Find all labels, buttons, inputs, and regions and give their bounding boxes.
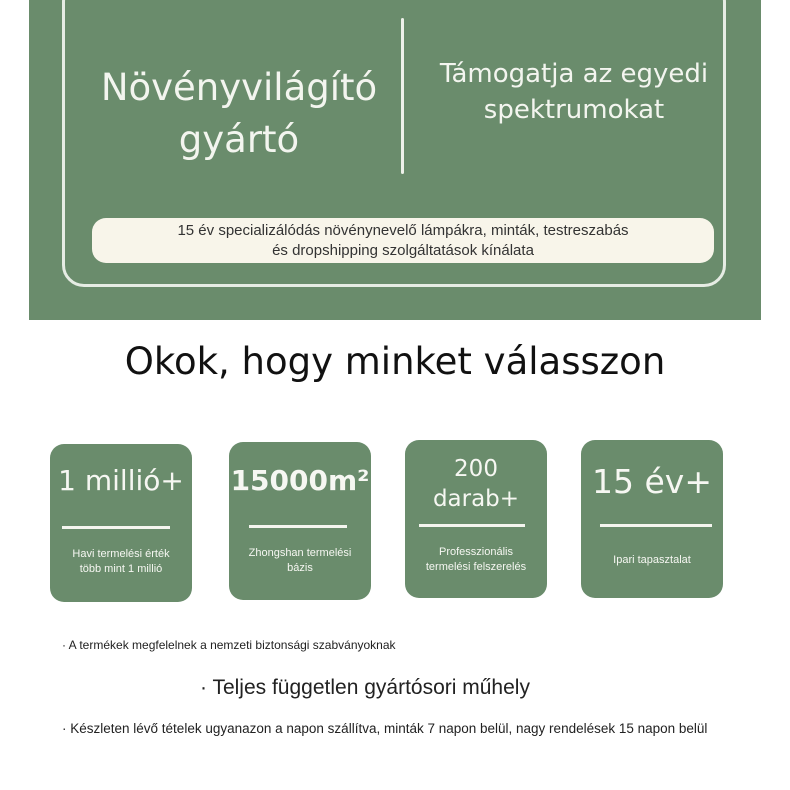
stat-desc-line1: Zhongshan termelési <box>248 547 352 559</box>
stat-description <box>54 547 188 577</box>
stat-description <box>233 546 367 576</box>
banner-title-right <box>414 56 734 128</box>
stat-divider <box>62 526 170 529</box>
stat-desc-line2: bázis <box>287 562 313 574</box>
stat-value <box>405 454 547 514</box>
section-heading: Okok, hogy minket válasszon <box>124 340 666 383</box>
stat-description <box>409 545 543 575</box>
stat-card-experience <box>581 440 723 598</box>
stat-desc-line1: Professzionális <box>439 546 513 558</box>
stat-card-production-base <box>229 442 371 600</box>
stat-value: 15 év+ <box>592 462 712 501</box>
stat-desc-line2: több mint 1 millió <box>79 563 163 575</box>
stat-desc-line1: Havi termelési érték <box>72 548 170 560</box>
stat-divider <box>419 524 525 527</box>
pill-line2: és dropshipping szolgáltatások kínálata <box>272 241 534 259</box>
pill-line1: 15 év specializálódás növénynevelő lámpákra, minták, testreszabás <box>177 221 629 239</box>
stat-card-equipment <box>405 440 547 598</box>
banner-title-right-line1: Támogatja az egyedi <box>439 59 709 89</box>
stat-desc-line2: termelési felszerelés <box>425 561 527 573</box>
stat-value: 15000m² <box>230 464 370 497</box>
stat-divider <box>249 525 347 528</box>
stat-value-line1: 200 <box>454 456 498 482</box>
stat-card-monthly-output <box>50 444 192 602</box>
hero-banner <box>29 0 761 320</box>
stat-description <box>585 553 719 568</box>
vertical-divider <box>401 18 404 174</box>
banner-title-left <box>89 62 389 166</box>
banner-title-right-line2: spektrumokat <box>483 95 665 125</box>
stat-desc-line1: Ipari tapasztalat <box>613 554 691 566</box>
feature-bullet-safety-standards: · A termékek megfelelnek a nemzeti biztonsági szabványoknak <box>62 638 396 652</box>
feature-bullet-shipping-times: · Készleten lévő tételek ugyanazon a napon szállítva, minták 7 napon belül, nagy rendelések 15 napon belül <box>62 721 708 736</box>
stat-value: 1 millió+ <box>58 464 184 497</box>
feature-bullet-independent-workshop: · Teljes független gyártósori műhely <box>200 676 530 699</box>
banner-title-left-line2: gyártó <box>178 118 300 161</box>
stat-divider <box>600 524 712 527</box>
stat-value-line2: darab+ <box>432 486 520 512</box>
banner-title-left-line1: Növényvilágító <box>100 66 378 109</box>
banner-info-pill <box>92 218 714 263</box>
